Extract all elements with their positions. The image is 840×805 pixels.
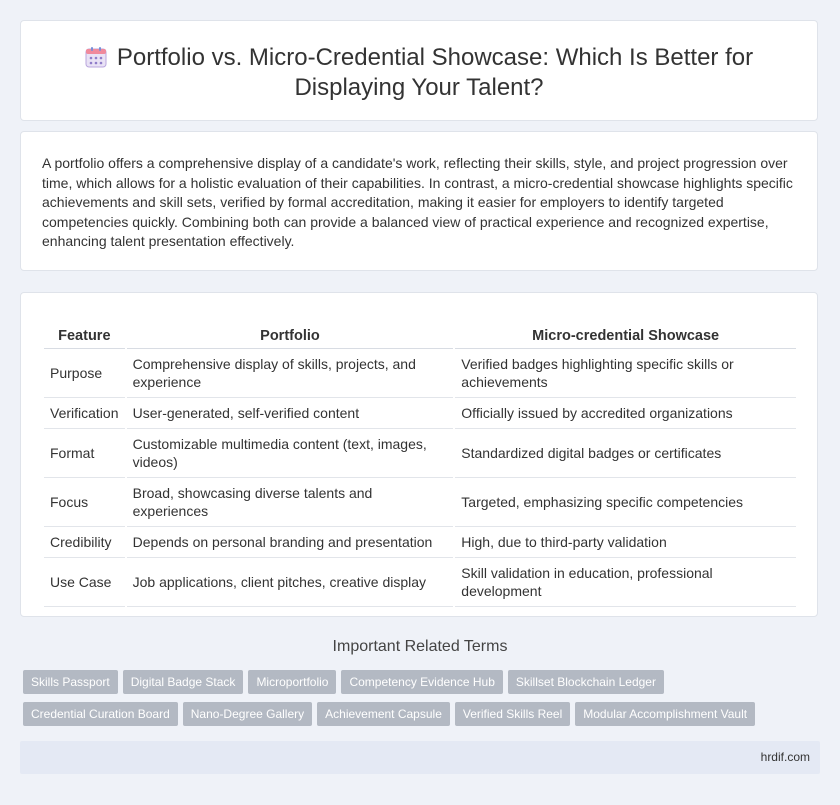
table-cell: Verified badges highlighting specific skills or achievements (455, 349, 796, 398)
related-terms-tags (23, 670, 813, 734)
comparison-card (20, 292, 818, 617)
table-cell: Standardized digital badges or certificates (455, 429, 796, 478)
table-cell: User-generated, self-verified content (127, 398, 454, 429)
table-cell: Use Case (44, 558, 125, 607)
title-card (20, 20, 818, 121)
table-row (44, 349, 796, 398)
header-feature: Feature (44, 314, 125, 349)
calendar-icon (85, 46, 107, 68)
table-cell: Skill validation in education, professional development (455, 558, 796, 607)
title-line-2: Displaying Your Talent? (294, 74, 544, 101)
related-term-tag[interactable]: Nano-Degree Gallery (183, 702, 312, 726)
table-row (44, 398, 796, 429)
related-terms-title: Important Related Terms (332, 638, 508, 655)
table-cell: Job applications, client pitches, creative display (127, 558, 454, 607)
table-row (44, 527, 796, 558)
related-term-tag[interactable]: Skillset Blockchain Ledger (508, 670, 664, 694)
table-row (44, 478, 796, 527)
related-term-tag[interactable]: Achievement Capsule (317, 702, 450, 726)
table-cell: Verification (44, 398, 125, 429)
table-cell: Credibility (44, 527, 125, 558)
table-cell: Purpose (44, 349, 125, 398)
related-term-tag[interactable]: Microportfolio (248, 670, 336, 694)
table-header-row (44, 314, 796, 349)
table-cell: Targeted, emphasizing specific competencies (455, 478, 796, 527)
page-title (21, 43, 817, 103)
title-line-1: Portfolio vs. Micro-Credential Showcase: Which Is Better for (116, 44, 754, 71)
footer (20, 741, 820, 774)
table-row (44, 558, 796, 607)
table-cell: Format (44, 429, 125, 478)
table-cell: High, due to third-party validation (455, 527, 796, 558)
related-term-tag[interactable]: Skills Passport (23, 670, 118, 694)
header-micro-credential: Micro-credential Showcase (455, 314, 796, 349)
table-cell: Officially issued by accredited organizations (455, 398, 796, 429)
footer-site-link[interactable]: hrdif.com (760, 750, 810, 764)
table-row (44, 429, 796, 478)
related-term-tag[interactable]: Credential Curation Board (23, 702, 178, 726)
header-portfolio: Portfolio (127, 314, 454, 349)
related-term-tag[interactable]: Competency Evidence Hub (341, 670, 502, 694)
intro-paragraph: A portfolio offers a comprehensive display of a candidate's work, reflecting their skills, style, and project progression over time, which allows for a holistic evaluation of their capabilities. In contrast, a micro-credential showcase highlights specific achievements and skill sets, verified by formal accreditation, making it easier for employers to identify targeted competencies quickly. Combining both can provide a balanced view of practical experience and recognized expertise, enhancing talent presentation effectively. (42, 155, 793, 249)
related-term-tag[interactable]: Verified Skills Reel (455, 702, 570, 726)
table-cell: Broad, showcasing diverse talents and experiences (127, 478, 454, 527)
table-cell: Focus (44, 478, 125, 527)
table-cell: Comprehensive display of skills, projects, and experience (127, 349, 454, 398)
related-term-tag[interactable]: Digital Badge Stack (123, 670, 244, 694)
comparison-table (42, 314, 798, 607)
intro-card (20, 131, 818, 271)
table-cell: Customizable multimedia content (text, images, videos) (127, 429, 454, 478)
related-term-tag[interactable]: Modular Accomplishment Vault (575, 702, 755, 726)
table-cell: Depends on personal branding and presentation (127, 527, 454, 558)
